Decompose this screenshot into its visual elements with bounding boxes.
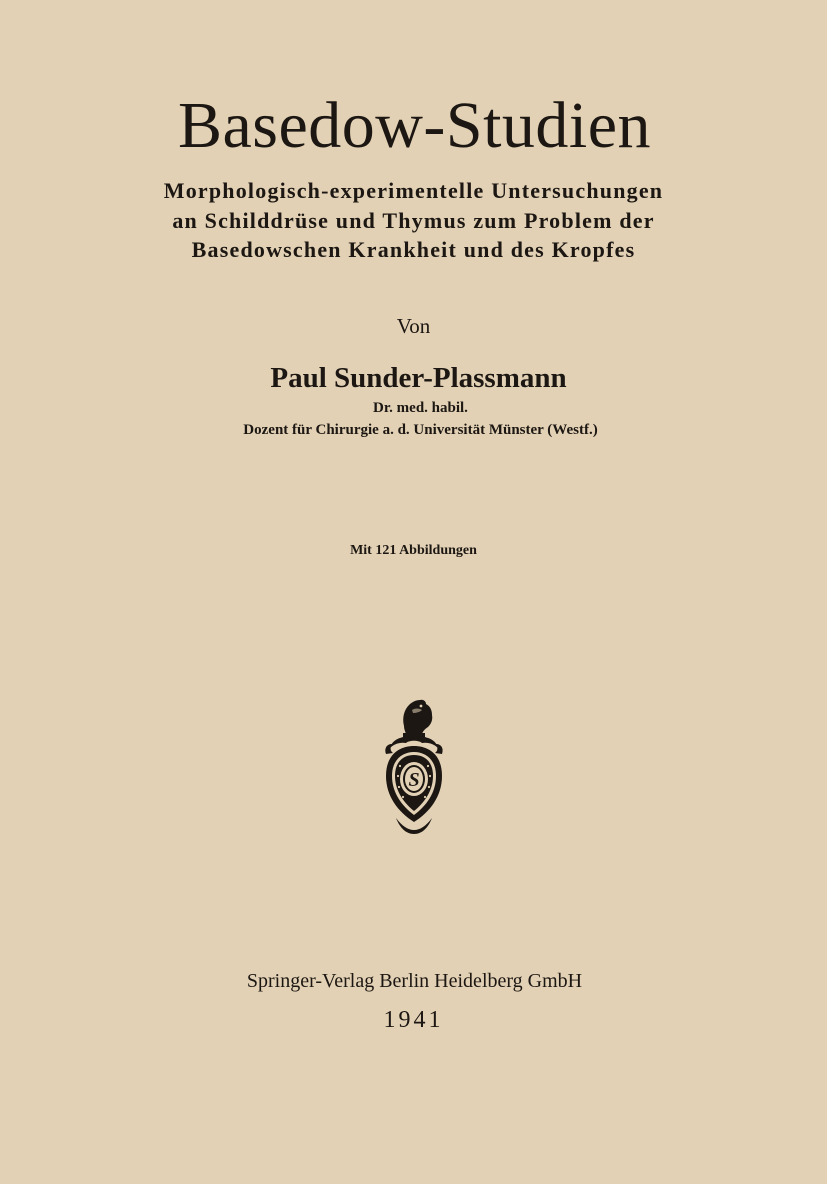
subtitle-line: an Schilddrüse und Thymus zum Problem der — [172, 207, 655, 233]
publication-year: 1941 — [383, 1007, 444, 1033]
author-degree: Dr. med. habil. — [373, 400, 468, 416]
book-title: Basedow-Studien — [177, 89, 652, 162]
author-name: Paul Sunder-Plassmann — [270, 362, 567, 394]
subtitle-line: Morphologisch-experimentelle Untersuchungen — [163, 178, 664, 203]
book-subtitle — [0, 176, 827, 265]
by-label: Von — [396, 314, 431, 338]
subtitle-line: Basedowschen Krankheit und des Kropfes — [191, 237, 636, 262]
author-position: Dozent für Chirurgie a. d. Universität Münster (Westf.) — [243, 422, 598, 438]
springer-knight-emblem-icon — [376, 696, 452, 836]
publisher-name: Springer-Verlag Berlin Heidelberg GmbH — [246, 970, 583, 992]
logo-monogram: S — [408, 769, 420, 791]
figures-note: Mit 121 Abbildungen — [350, 543, 477, 558]
